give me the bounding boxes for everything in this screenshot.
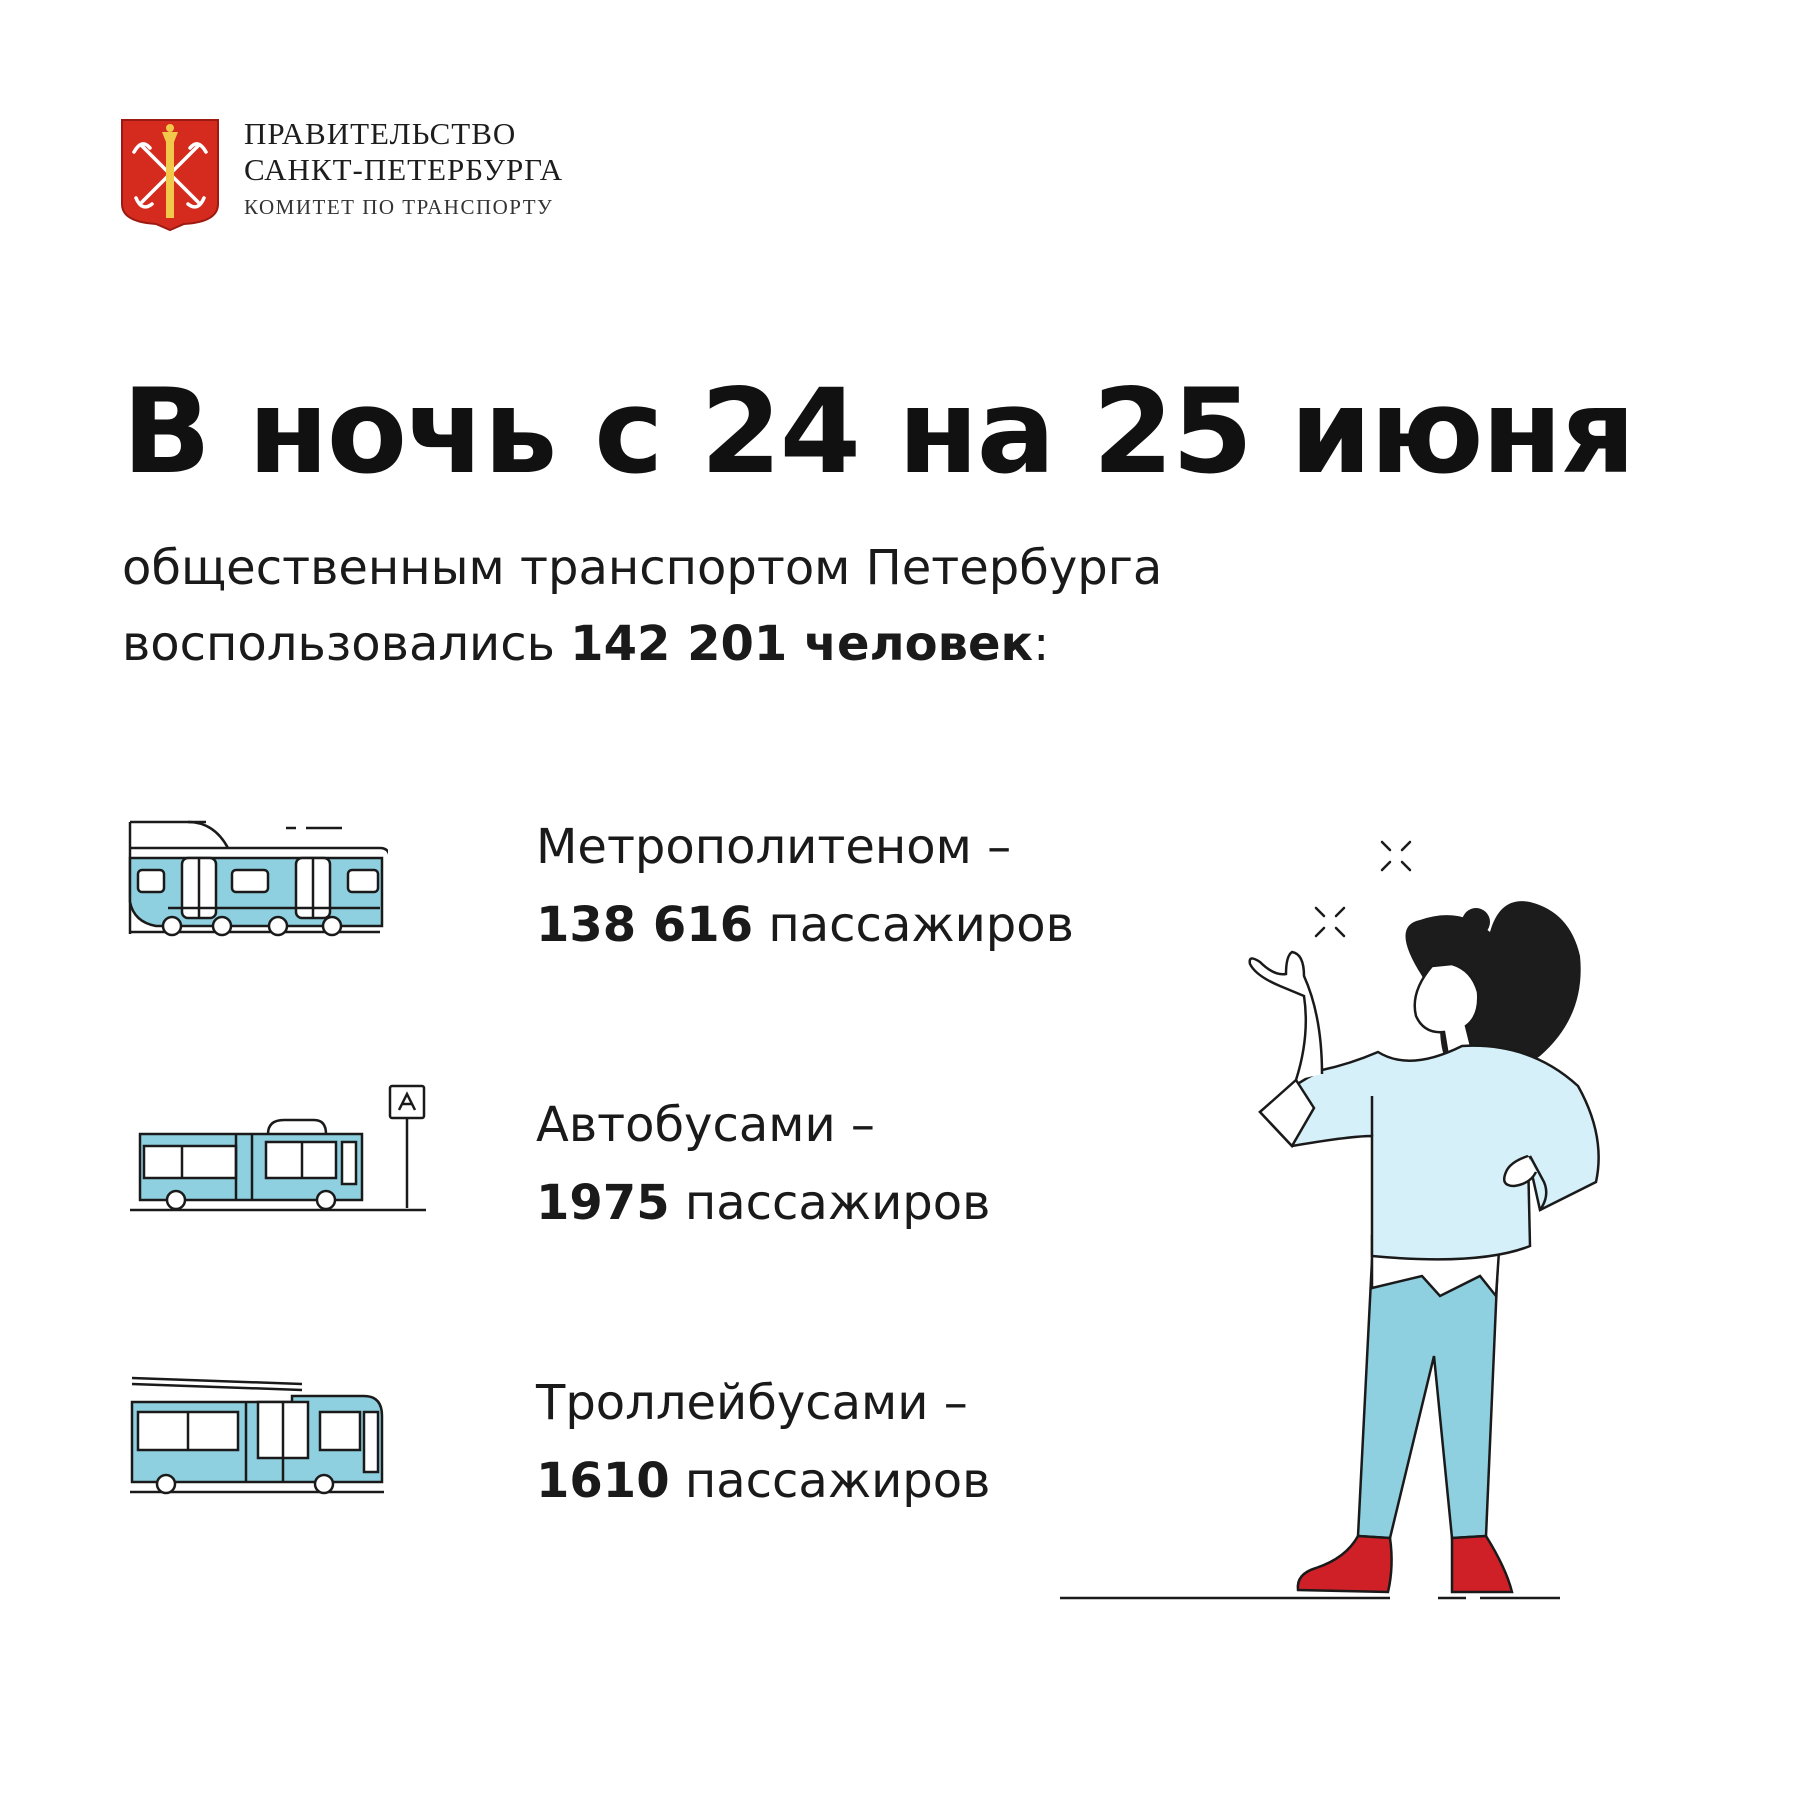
trolleybus-label: Троллейбусами – — [536, 1375, 968, 1431]
woman-illustration — [1060, 836, 1620, 1706]
metro-label: Метрополитеном – — [536, 819, 1012, 875]
subtitle-suffix: : — [1033, 616, 1050, 672]
bus-stat — [536, 1086, 990, 1242]
metro-value-line — [536, 886, 1074, 964]
city-emblem-logo — [120, 118, 220, 232]
bus-value-line — [536, 1164, 990, 1242]
org-line-3: КОМИТЕТ ПО ТРАНСПОРТУ — [244, 195, 554, 219]
trolleybus-value-line — [536, 1442, 990, 1520]
organization-name — [244, 116, 563, 222]
metro-train-icon — [128, 814, 388, 944]
org-line-1: ПРАВИТЕЛЬСТВО — [244, 116, 517, 151]
total-passengers: 142 201 человек — [570, 616, 1034, 672]
org-line-2: САНКТ-ПЕТЕРБУРГА — [244, 152, 564, 187]
metro-stat — [536, 808, 1074, 964]
metro-unit: пассажиров — [753, 897, 1074, 953]
headline: В ночь с 24 на 25 июня — [122, 363, 1634, 500]
subtitle-line-1: общественным транспортом Петербурга — [122, 540, 1163, 596]
bus-value: 1975 — [536, 1175, 670, 1231]
metro-value: 138 616 — [536, 897, 754, 953]
trolleybus-value: 1610 — [536, 1453, 670, 1509]
subtitle-prefix: воспользовались — [122, 616, 571, 672]
trolleybus-stat — [536, 1364, 990, 1520]
subtitle-line-2 — [122, 606, 1422, 682]
subtitle — [122, 530, 1422, 682]
bus-icon — [128, 1078, 428, 1218]
trolleybus-icon — [128, 1372, 388, 1502]
bus-label: Автобусами – — [536, 1097, 875, 1153]
bus-unit: пассажиров — [669, 1175, 991, 1231]
trolleybus-unit: пассажиров — [669, 1453, 991, 1509]
